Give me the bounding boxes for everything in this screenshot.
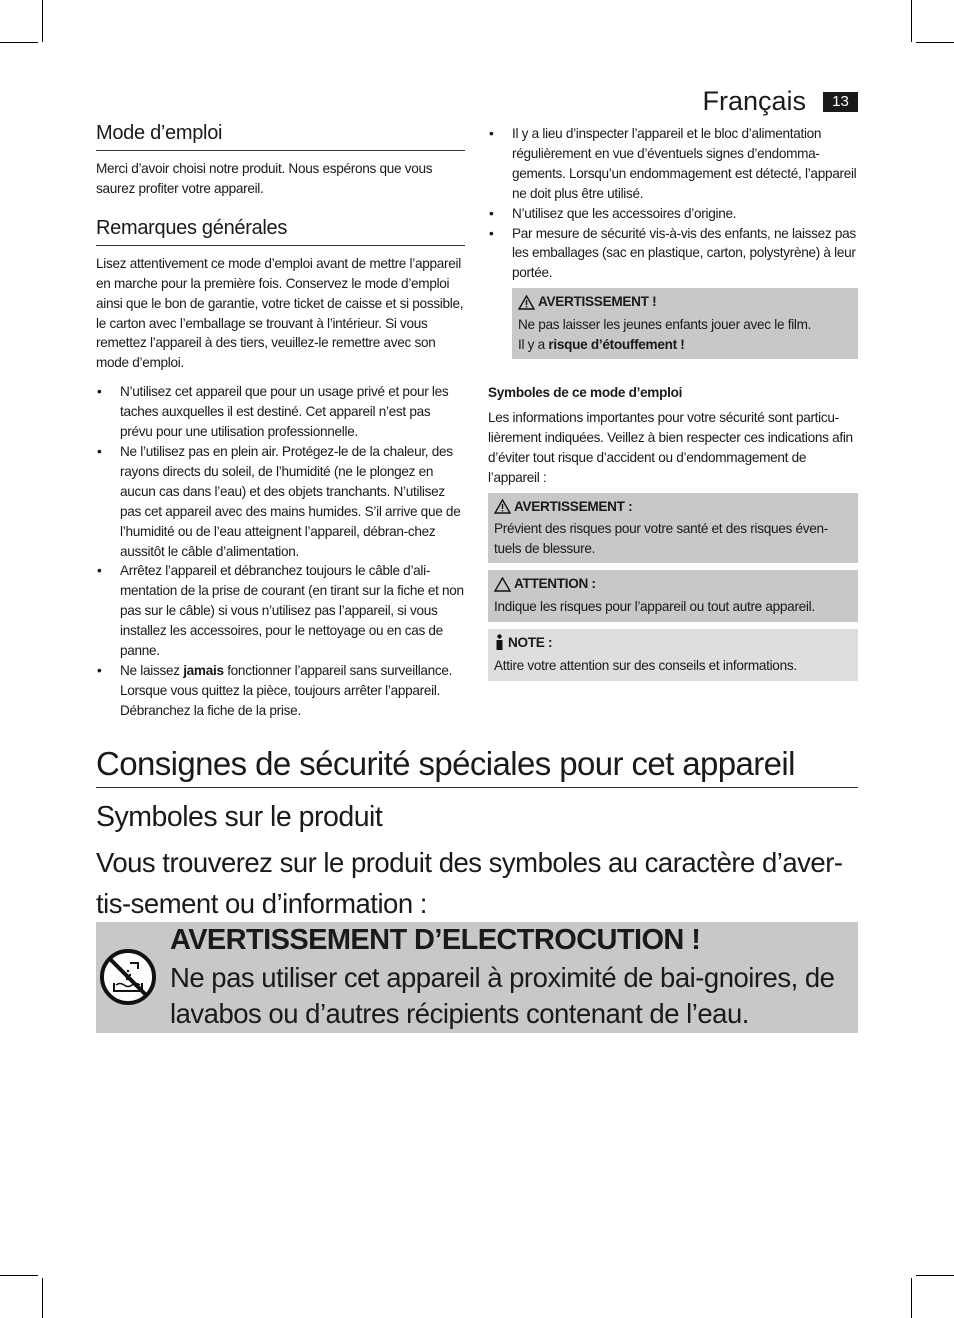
electrocution-title: AVERTISSEMENT D’ELECTROCUTION ! bbox=[170, 924, 701, 956]
no-water-electrocution-icon bbox=[100, 949, 156, 1005]
warning-triangle-icon bbox=[494, 499, 511, 514]
mode-title: Mode d’emploi bbox=[96, 122, 465, 151]
electrocution-text: Ne pas utiliser cet appareil à proximité de bai-gnoires, de lavabos ou d’autres récipients contenant de l’eau. bbox=[170, 962, 835, 1029]
crop-mark bbox=[0, 42, 38, 43]
crop-mark bbox=[0, 1275, 38, 1276]
info-icon bbox=[494, 634, 505, 651]
crop-mark bbox=[916, 42, 954, 43]
right-column bbox=[488, 124, 858, 681]
note-symbol-box bbox=[488, 629, 858, 681]
note-label: NOTE : bbox=[508, 634, 553, 650]
crop-mark bbox=[42, 1278, 43, 1318]
crop-mark bbox=[42, 0, 43, 42]
list-item: • N’utilisez que les accessoires d’origine. bbox=[488, 204, 858, 224]
symbols-subheading: Symboles sur le produit bbox=[96, 801, 383, 833]
note-description: Attire votre attention sur des conseils et informations. bbox=[494, 658, 797, 674]
list-item: • Par mesure de sécurité vis-à-vis des enfants, ne laissez pas les emballages (sac en plastique, carton, polystyrène) à leur portée. bbox=[488, 224, 858, 284]
warning-line: Ne pas laisser les jeunes enfants jouer avec le film. bbox=[518, 317, 812, 332]
warning-description: Prévient des risques pour votre santé et des risques éven-tuels de blessure. bbox=[494, 521, 828, 556]
crop-mark bbox=[911, 1278, 912, 1318]
left-column bbox=[96, 122, 465, 721]
electrocution-warning-box bbox=[96, 922, 858, 1033]
warning-line: Il y a bbox=[518, 336, 549, 352]
warning-symbol-box bbox=[488, 493, 858, 564]
symbols-intro: Vous trouverez sur le produit des symboles au caractère d’aver-tis-sement ou d’information : bbox=[96, 847, 843, 919]
language-label: Français bbox=[702, 86, 806, 116]
warning-label: AVERTISSEMENT ! bbox=[538, 294, 657, 310]
crop-mark bbox=[916, 1275, 954, 1276]
remarks-text: Lisez attentivement ce mode d’emploi avant de mettre l’appareil en marche pour la première fois. Conservez le mode d’emploi ainsi que le bon de garantie, votre ticket de caisse et si possible, le carton avec l’emballage se trouvant à l’intérieur. Si vous remettez l’appareil à des tiers, veuillez-le remettre avec son mode d’emploi. bbox=[96, 255, 464, 371]
attention-triangle-icon bbox=[494, 577, 511, 592]
bullet-text: fonctionner l’appareil sans surveillance. Lorsque vous quittez la pièce, toujours arrêter l’appareil. Débranchez la fiche de la prise. bbox=[120, 662, 453, 718]
symbols-title: Symboles de ce mode d’emploi bbox=[488, 385, 683, 400]
mode-text: Merci d’avoir choisi notre produit. Nous espérons que vous saurez profiter votre appareil. bbox=[96, 161, 433, 196]
list-item: • Ne l’utilisez pas en plein air. Protégez-le de la chaleur, des rayons directs du soleil, de l’humidité (ne le plongez en aucun cas dans l’eau) et des objets tranchants. N’utilisez pas cet appareil avec des mains humides. S’il arrive que de l’humidité ou de l’eau atteignent l’appareil, débran-chez aussitôt le câble d’alimentation. bbox=[96, 442, 465, 561]
bullet-emphasis: jamais bbox=[183, 662, 224, 678]
page-number: 13 bbox=[823, 92, 858, 112]
remarks-title: Remarques générales bbox=[96, 217, 465, 246]
left-bullet-list bbox=[96, 382, 465, 720]
warning-label: AVERTISSEMENT : bbox=[514, 498, 633, 514]
warning-emphasis: risque d’étouffement ! bbox=[548, 336, 685, 352]
attention-symbol-box bbox=[488, 570, 858, 621]
list-item: • N’utilisez cet appareil que pour un usage privé et pour les taches auxquelles il est destiné. Cet appareil n’est pas prévu pour une utilisation professionnelle. bbox=[96, 382, 465, 442]
list-item: • Arrêtez l’appareil et débranchez toujours le câble d’ali-mentation de la prise de courant (en tirant sur la fiche et non pas sur le câble) si vous n’utilisez pas l’appareil, si vous installez les accessoires, pour le nettoyage ou en cas de panne. bbox=[96, 561, 465, 661]
attention-label: ATTENTION : bbox=[514, 576, 596, 592]
warning-box-film bbox=[512, 288, 858, 359]
crop-mark bbox=[911, 0, 912, 42]
list-item: • Il y a lieu d’inspecter l’appareil et le bloc d’alimentation régulièrement en vue d’éventuels signes d’endomma-gements. Lorsqu’un endommagement est détecté, l’appareil ne doit plus être utilisé. bbox=[488, 124, 858, 204]
safety-heading: Consignes de sécurité spéciales pour cet appareil bbox=[96, 745, 858, 788]
list-item bbox=[96, 661, 465, 721]
bullet-text: Ne laissez bbox=[120, 662, 184, 678]
right-bullet-list bbox=[488, 124, 858, 283]
attention-description: Indique les risques pour l’appareil ou tout autre appareil. bbox=[494, 599, 815, 615]
warning-triangle-icon bbox=[518, 295, 535, 310]
symbols-text: Les informations importantes pour votre sécurité sont particu-lièrement indiquées. Veillez à bien respecter ces indications afin d’éviter tout risque d’accident ou d’endommagement de l’appareil : bbox=[488, 410, 853, 485]
